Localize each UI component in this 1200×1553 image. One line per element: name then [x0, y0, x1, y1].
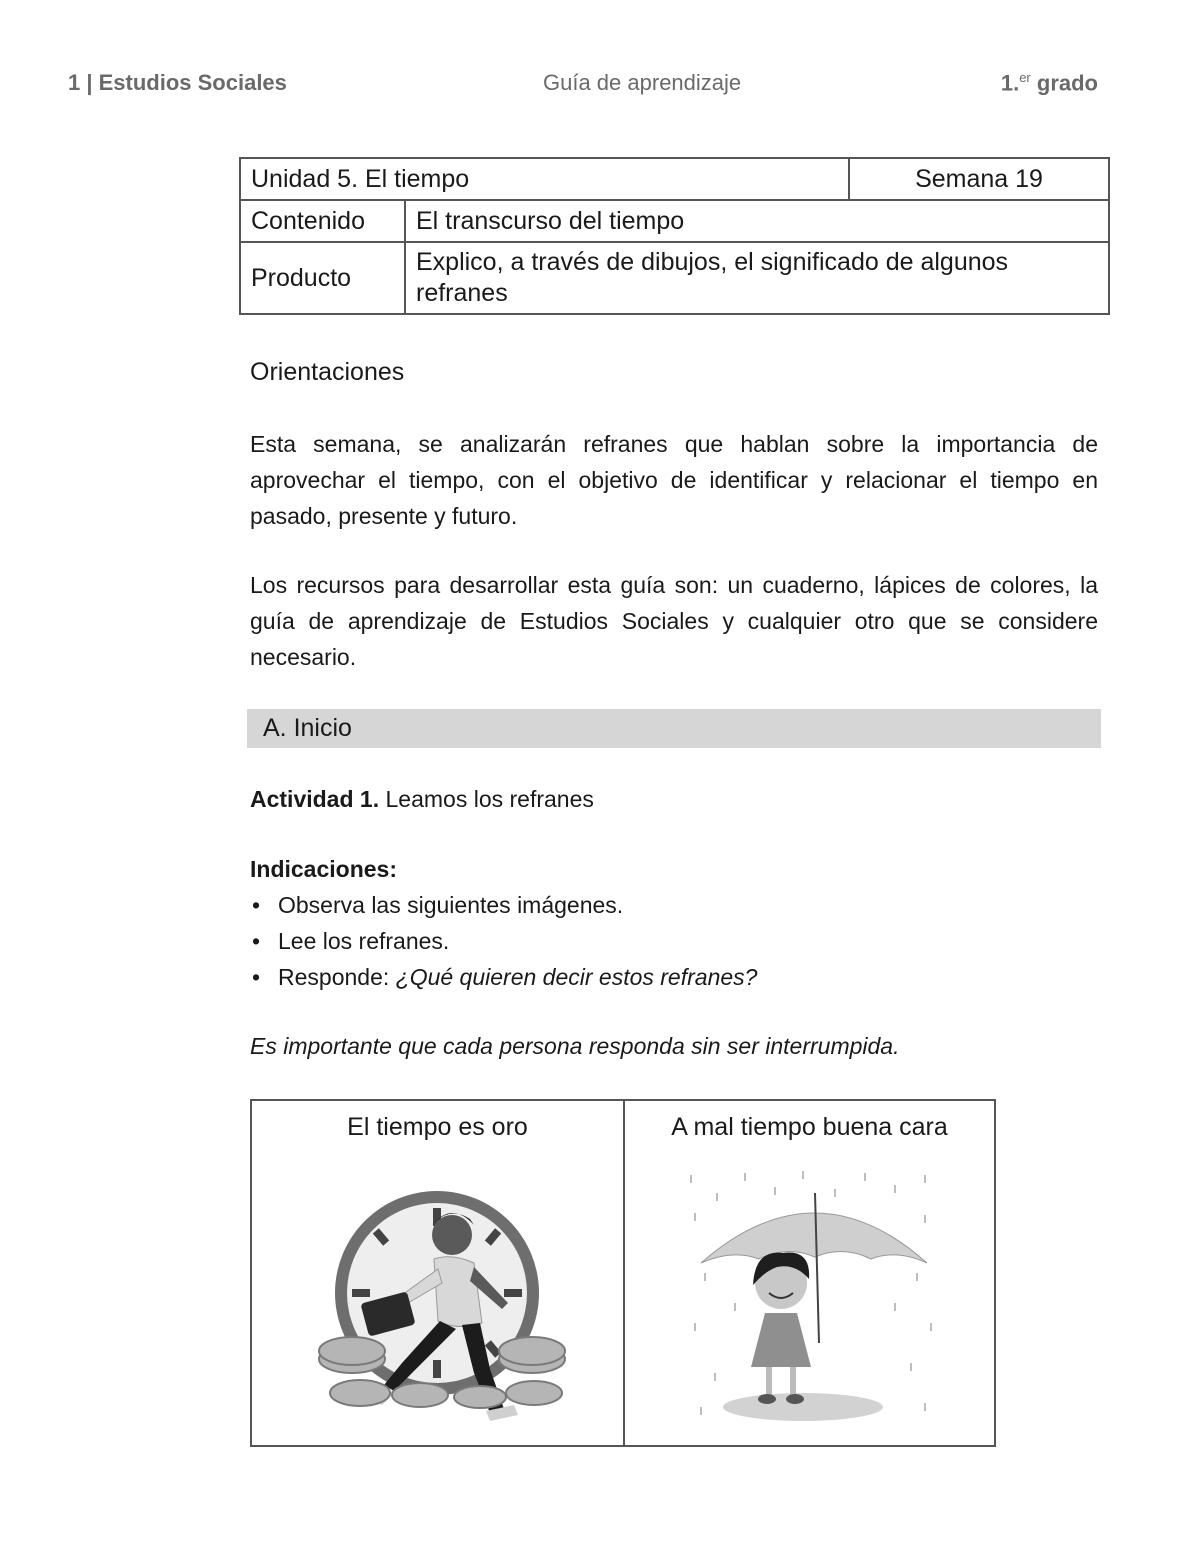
respond-question: ¿Qué quieren decir estos refranes? — [395, 964, 758, 990]
list-item: • Lee los refranes. — [250, 923, 1098, 959]
header-subject: 1 | Estudios Sociales — [68, 70, 287, 95]
unit-row — [240, 158, 1109, 200]
indications-title: Indicaciones: — [250, 856, 397, 882]
activity-label: Actividad 1. — [250, 786, 380, 812]
product-value: Explico, a través de dibujos, el significado de algunos refranes — [405, 242, 1109, 314]
orientaciones-title: Orientaciones — [250, 358, 405, 386]
activity-text: Leamos los refranes — [379, 786, 594, 812]
content-row — [240, 200, 1109, 242]
unit-title: Unidad 5. El tiempo — [240, 158, 849, 200]
content-value: El transcurso del tiempo — [405, 200, 1109, 242]
proverb-title: A mal tiempo buena cara — [671, 1113, 948, 1141]
orientaciones-paragraph-1: Esta semana, se analizarán refranes que hablan sobre la importancia de aprovechar el tiempo, con el objetivo de identificar y relacionar el tiempo en pasado, presente y futuro. — [250, 431, 1098, 529]
content-label: Contenido — [240, 200, 405, 242]
activity-1 — [250, 781, 1098, 817]
rain-icon — [691, 1171, 931, 1415]
proverb-pictures-table — [250, 1099, 996, 1447]
man-head — [432, 1215, 472, 1255]
grade-number: 1. — [1000, 70, 1020, 96]
grade-word: grado — [1036, 70, 1098, 96]
product-row — [240, 242, 1109, 314]
unit-info-table — [239, 157, 1110, 315]
product-label: Producto — [240, 242, 405, 314]
orientaciones-paragraph-2: Los recursos para desarrollar esta guía son: un cuaderno, lápices de colores, la guía de aprendizaje de Estudios Sociales y cualquier otro que se considere necesario. — [250, 572, 1098, 670]
indications-list — [250, 887, 1098, 995]
respond-prefix: Responde: — [278, 964, 396, 990]
indications — [250, 851, 1098, 995]
instruction-note: Es importante que cada persona responda sin ser interrumpida. — [250, 1033, 900, 1059]
proverb-cell-time-is-gold — [252, 1101, 623, 1445]
proverb-cell-bad-weather-good-face — [623, 1101, 994, 1445]
proverb-title: El tiempo es oro — [347, 1113, 528, 1141]
week-label: Semana 19 — [849, 158, 1109, 200]
list-item: • Observa las siguientes imágenes. — [250, 887, 1098, 923]
list-item — [250, 959, 1098, 995]
umbrella-icon — [701, 1213, 927, 1263]
header-guide-title: Guía de aprendizaje — [543, 70, 742, 95]
section-heading-inicio: A. Inicio — [247, 709, 1101, 748]
grade-superscript: er — [1019, 70, 1031, 85]
header-grade — [1001, 70, 1098, 96]
running-man-clock-illustration — [252, 1163, 622, 1443]
page-header — [68, 70, 1098, 102]
girl-umbrella-rain-illustration — [625, 1163, 995, 1443]
